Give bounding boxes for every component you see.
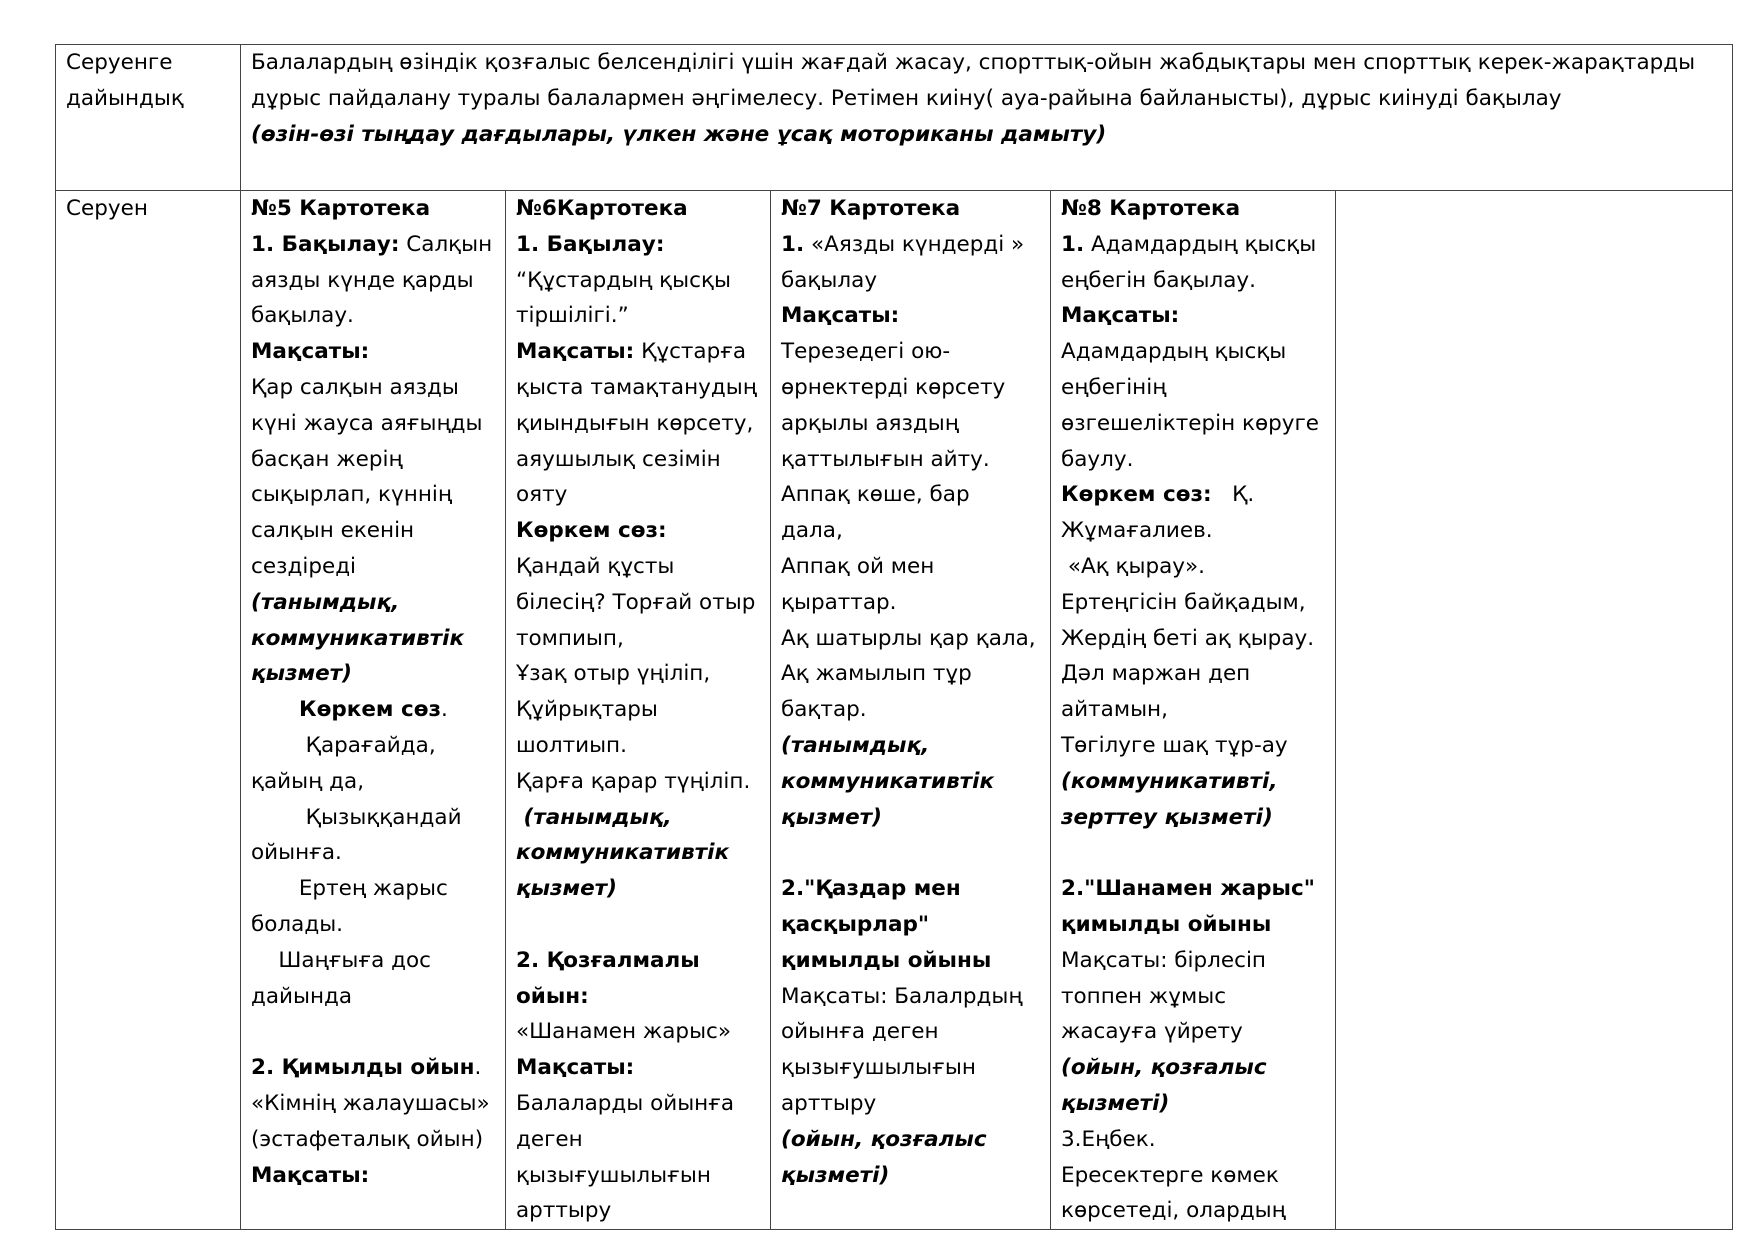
card-7-cell (771, 191, 1051, 1230)
spacer (516, 907, 758, 943)
card-8-title: №8 Картотека (1061, 196, 1241, 221)
row-label-walk-preparation: Серуенге дайындық (56, 45, 241, 191)
card-7-observation: 1. «Аязды күндерді » бақылау (781, 231, 1025, 293)
card-7-game-title: 2."Қаздар мен қасқырлар" қимылды ойыны (781, 876, 992, 973)
card-8-work-text: Ересектерге көмек көрсетеді, олардың (1061, 1162, 1286, 1224)
card-5-goal-label: Мақсаты: (251, 339, 370, 365)
card-5-verse: Қарағайда, қайың да, Қызыққандай ойынға. Ертең жарыс болады. Шаңғыға дос дайында (251, 732, 462, 1009)
card-8-cell (1051, 191, 1336, 1230)
row-label-walk: Серуен (56, 191, 241, 1230)
walk-preparation-text: Балалардың өзіндік қозғалыс белсенділігі үшін жағдай жасау, спорттық-ойын жабдықтары мен спорттық керек-жарақтарды дұрыс пайдалану туралы балалармен әңгімелесу. Ретімен киіну( ауа-райына байланысты), дұрыс киінуді бақылау (251, 50, 1696, 111)
card-5-cell (241, 191, 506, 1230)
card-6-game-label: 2. Қозғалмалы ойын: (516, 947, 700, 1009)
card-5-title: №5 Картотека (251, 196, 431, 221)
card-6-goal2-text: Балаларды ойынға деген қызығушылығын арттыру (516, 1090, 735, 1224)
card-8-observation: 1. Адамдардың қысқы еңбегін бақылау. (1061, 231, 1317, 293)
card-6-observation-text: “Құстардың қысқы тіршілігі.” (516, 267, 731, 329)
card-7-game-activity: (ойын, қозғалыс қызметі) (781, 1126, 987, 1188)
spacer (251, 1014, 493, 1050)
card-8-game-title: 2."Шанамен жарыс" қимылды ойыны (1061, 876, 1315, 937)
card-8-work-title: 3.Еңбек. (1061, 1126, 1156, 1152)
card-7-game-goal: Мақсаты: Балалрдың ойынға деген қызығушылығын арттыру (781, 983, 1023, 1116)
card-6-game-text: «Шанамен жарыс» (516, 1019, 732, 1045)
card-6-verse: Қандай құсты білесің? Торғай отыр томпиып, Ұзақ отыр үңіліп, Құйрықтары шолтиып. Қарға қарар түңіліп. (516, 553, 756, 794)
card-8-activity: (коммуникативті, зерттеу қызметі) (1061, 768, 1278, 830)
card-5-goal2-label: Мақсаты: (251, 1162, 370, 1188)
card-8-goal: Мақсаты: Адамдардың қысқы еңбегінің өзгешеліктерін көруге баулу. (1061, 303, 1320, 472)
card-5-observation: 1. Бақылау: Салқын аязды күнде қарды бақылау. (251, 231, 493, 329)
card-6-verse-label: Көркем сөз: (516, 518, 667, 544)
card-6-goal2-label: Мақсаты: (516, 1055, 635, 1081)
spacer (1061, 835, 1323, 871)
card-5-activity: (танымдық, коммуникативтік қызмет) (251, 589, 465, 687)
card-6-activity: (танымдық, коммуникативтік қызмет) (516, 804, 730, 902)
spacer (781, 835, 1038, 871)
card-8-verse: «Ақ қырау». Ертеңгісін байқадым, Жердің беті ақ қырау. Дәл маржан деп айтамын, Төгілуге шақ тұр-ау (1061, 553, 1315, 758)
card-8-game-activity: (ойын, қозғалыс қызметі) (1061, 1055, 1267, 1116)
card-8-verse-heading: Көркем сөз: Қ. Жұмағалиев. (1061, 482, 1262, 544)
card-6-goal: Мақсаты: Құстарға қыста тамақтанудың қиындығын көрсету, аяушылық сезімін ояту (516, 339, 757, 508)
card-7-verse: Аппақ көше, бар дала, Аппақ ой мен қыраттар. Ақ шатырлы қар қала, Ақ жамылып тұр бақтар. (781, 482, 1036, 723)
card-7-goal-text: Терезедегі ою-өрнектерді көрсету арқылы аяздың қаттылығын айту. (781, 339, 1006, 472)
card-6-observation-label: 1. Бақылау: (516, 231, 665, 257)
walk-row (56, 191, 1733, 1230)
card-5-verse-heading: Көркем сөз. (299, 697, 448, 723)
walk-preparation-row (56, 45, 1733, 191)
card-6-title: №6Картотека (516, 196, 688, 221)
card-6-cell (506, 191, 771, 1230)
card-8-game-goal: Мақсаты: бірлесіп топпен жұмыс жасауға үйрету (1061, 947, 1266, 1045)
daily-plan-table (55, 44, 1733, 1230)
card-5-game-heading: 2. Қимылды ойын. (251, 1055, 482, 1081)
walk-preparation-content (241, 45, 1733, 191)
card-5-goal-text: Қар салқын аязды күні жауса аяғыңды басқан жерің сықырлап, күннің салқын екенін сездіреді (251, 374, 483, 579)
card-7-goal-label: Мақсаты: (781, 303, 900, 329)
card-7-activity: (танымдық, коммуникативтік қызмет) (781, 732, 995, 830)
walk-preparation-note: (өзін-өзі тыңдау дағдылары, үлкен және ұсақ моториканы дамыту) (251, 121, 1107, 147)
card-5-game-text: «Кімнің жалаушасы» (эстафеталық ойын) (251, 1090, 490, 1152)
empty-cell (1336, 191, 1733, 1230)
card-7-title: №7 Картотека (781, 196, 961, 221)
